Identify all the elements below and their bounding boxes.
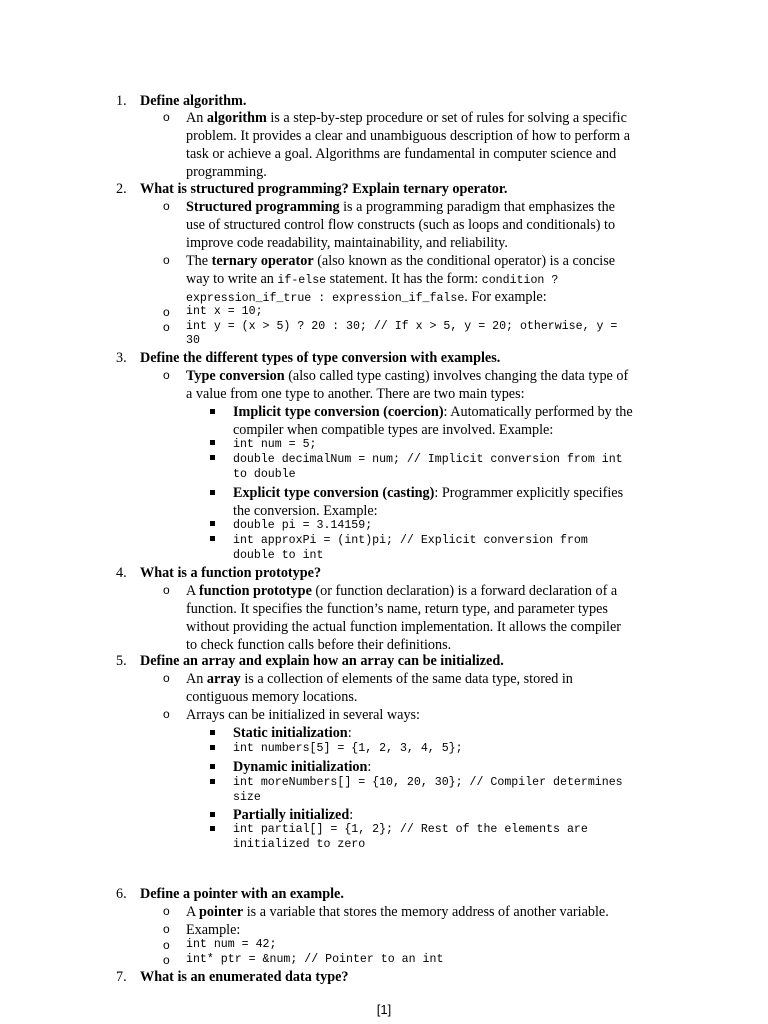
bullet-circle: o [163, 199, 170, 213]
bullet-square [210, 440, 215, 445]
paragraph-line: Type conversion (also called type casting) involves changing the data type of [186, 368, 629, 384]
paragraph-line: expression_if_true : expression_if_false. For example: [186, 289, 547, 305]
subheading: Dynamic initialization: [233, 759, 372, 775]
bullet-circle: o [163, 904, 170, 918]
bullet-square [210, 409, 215, 414]
paragraph-line: task or achieve a goal. Algorithms are fundamental in computer science and [186, 146, 617, 162]
bullet-circle: o [163, 953, 170, 967]
bullet-square [210, 490, 215, 495]
bullet-square [210, 745, 215, 750]
bullet-circle: o [163, 320, 170, 334]
paragraph-line: contiguous memory locations. [186, 689, 358, 705]
paragraph-line: The ternary operator (also known as the conditional operator) is a concise [186, 253, 616, 269]
paragraph-line: to check function calls before their definitions. [186, 637, 452, 653]
item-number: 5. [116, 653, 127, 669]
question-title: What is structured programming? Explain ternary operator. [140, 181, 508, 197]
paragraph-line: Implicit type conversion (coercion): Automatically performed by the [233, 404, 633, 420]
item-number: 2. [116, 181, 127, 197]
question-title: What is a function prototype? [140, 565, 322, 581]
question-title: Define an array and explain how an array can be initialized. [140, 653, 504, 669]
code-line: int num = 5; [233, 438, 317, 451]
page-number: [1] [376, 1002, 392, 1017]
paragraph-line: An array is a collection of elements of the same data type, stored in [186, 671, 573, 687]
bullet-circle: o [163, 922, 170, 936]
code-line: int moreNumbers[] = {10, 20, 30}; // Compiler determines [233, 776, 623, 789]
code-line: int* ptr = &num; // Pointer to an int [186, 953, 444, 966]
item-number: 3. [116, 350, 127, 366]
bullet-circle: o [163, 938, 170, 952]
question-title: What is an enumerated data type? [140, 969, 349, 985]
paragraph-line: improve code readability, maintainability, and reliability. [186, 235, 508, 251]
paragraph-line: use of structured control flow constructs (such as loops and conditionals) to [186, 217, 616, 233]
code-line: int x = 10; [186, 305, 263, 318]
code-line: to double [233, 468, 296, 481]
question-title: Define algorithm. [140, 93, 247, 109]
bullet-square [210, 521, 215, 526]
paragraph-line: programming. [186, 164, 267, 180]
bullet-square [210, 455, 215, 460]
paragraph-line: A function prototype (or function declaration) is a forward declaration of a [186, 583, 618, 599]
bullet-square [210, 764, 215, 769]
bullet-square [210, 779, 215, 784]
item-number: 7. [116, 969, 127, 985]
bullet-circle: o [163, 671, 170, 685]
code-line: int num = 42; [186, 938, 277, 951]
code-line: int approxPi = (int)pi; // Explicit conversion from [233, 534, 588, 547]
paragraph-line: Explicit type conversion (casting): Programmer explicitly specifies [233, 485, 624, 501]
paragraph-line: without providing the actual function implementation. It allows the compiler [186, 619, 621, 635]
code-line: size [233, 791, 261, 804]
code-line: int partial[] = {1, 2}; // Rest of the elements are [233, 823, 588, 836]
code-line: 30 [186, 334, 200, 347]
question-title: Define the different types of type conversion with examples. [140, 350, 501, 366]
bullet-circle: o [163, 253, 170, 267]
bullet-square [210, 730, 215, 735]
paragraph-line: the conversion. Example: [233, 503, 378, 519]
item-number: 1. [116, 93, 127, 109]
bullet-circle: o [163, 707, 170, 721]
paragraph-line: A pointer is a variable that stores the memory address of another variable. [186, 904, 609, 920]
code-line: double decimalNum = num; // Implicit conversion from int [233, 453, 623, 466]
paragraph-line: problem. It provides a clear and unambiguous description of how to perform a [186, 128, 631, 144]
subheading: Partially initialized: [233, 807, 354, 823]
bullet-circle: o [163, 583, 170, 597]
code-line: int numbers[5] = {1, 2, 3, 4, 5}; [233, 742, 463, 755]
code-line: initialized to zero [233, 838, 366, 851]
bullet-square [210, 536, 215, 541]
paragraph-line: Structured programming is a programming paradigm that emphasizes the [186, 199, 615, 215]
paragraph-line: function. It specifies the function’s name, return type, and parameter types [186, 601, 608, 617]
code-line: int y = (x > 5) ? 20 : 30; // If x > 5, y = 20; otherwise, y = [186, 320, 618, 333]
bullet-square [210, 826, 215, 831]
paragraph-line: An algorithm is a step-by-step procedure or set of rules for solving a specific [186, 110, 627, 126]
bullet-square [210, 812, 215, 817]
bullet-circle: o [163, 305, 170, 319]
question-title: Define a pointer with an example. [140, 886, 344, 902]
code-line: double to int [233, 549, 324, 562]
paragraph-line: Arrays can be initialized in several ways: [186, 707, 421, 723]
item-number: 6. [116, 886, 127, 902]
code-line: double pi = 3.14159; [233, 519, 373, 532]
paragraph-line: a value from one type to another. There are two main types: [186, 386, 525, 402]
subheading: Static initialization: [233, 725, 352, 741]
paragraph-line: compiler when compatible types are involved. Example: [233, 422, 554, 438]
bullet-circle: o [163, 368, 170, 382]
item-number: 4. [116, 565, 127, 581]
paragraph-line: Example: [186, 922, 241, 938]
paragraph-line: way to write an if-else statement. It has the form: condition ? [186, 271, 559, 287]
bullet-circle: o [163, 110, 170, 124]
